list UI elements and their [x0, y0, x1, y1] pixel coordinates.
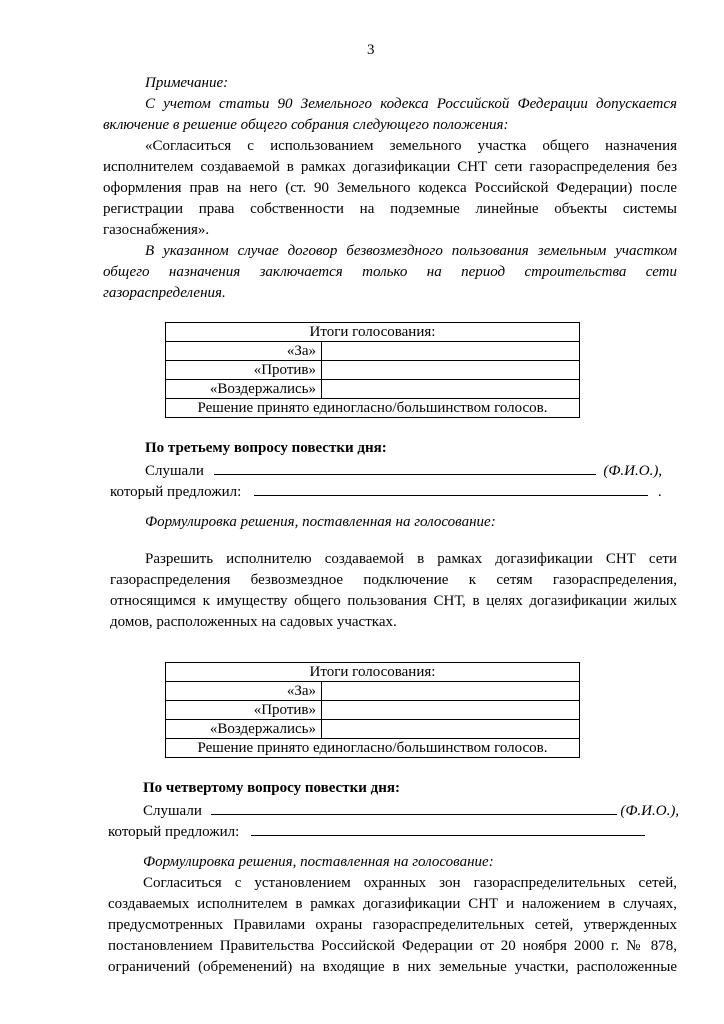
vote-results-table [165, 322, 580, 418]
q4-proposal-field[interactable] [251, 820, 645, 836]
q4-speaker-field[interactable] [211, 799, 617, 815]
vote-table-header: Итоги голосования: [166, 323, 580, 342]
q4-text-line: предусмотренных Правилами охраны газораспределительных сетей, утвержденных [108, 917, 677, 933]
note-case-line: общего назначения заключается только на период строительства сети [103, 264, 677, 280]
q3-speaker-field[interactable] [214, 459, 596, 475]
q4-formulation-label: Формулировка решения, поставленная на голосование: [143, 854, 494, 870]
q3-end-dot: . [657, 484, 662, 500]
q4-text-line: ограничений (обременений) на входящие в них земельные участки, расположенные [108, 959, 677, 975]
q3-proposed-row [110, 480, 662, 503]
q4-text-line: Согласиться с установлением охранных зон газораспределительных сетей, [143, 875, 677, 891]
vote-against-value[interactable] [322, 701, 580, 720]
q3-formulation-label: Формулировка решения, поставленная на голосование: [145, 514, 496, 530]
q3-heading: По третьему вопросу повестки дня: [145, 440, 387, 456]
vote-results-table [165, 662, 580, 758]
note-quote-line: газоснабжения». [103, 222, 210, 238]
q4-heard-label: Слушали [143, 803, 202, 819]
vote-table-header: Итоги голосования: [166, 663, 580, 682]
q3-text-line: относящимся к имуществу общего пользования СНТ, в целях догазификации жилых [110, 593, 677, 609]
q4-proposed-label: который предложил: [108, 824, 240, 840]
note-title: Примечание: [145, 75, 229, 91]
vote-for-label: «За» [166, 682, 322, 701]
note-quote-line: исполнителем создаваемой в рамках догазификации СНТ сети газораспределения без [103, 159, 677, 175]
q4-proposed-row [108, 820, 645, 843]
q3-text-line: Разрешить исполнителю создаваемой в рамках догазификации СНТ сети [145, 551, 677, 567]
page-number: 3 [367, 42, 375, 58]
q3-proposal-field[interactable] [254, 480, 648, 496]
q3-proposed-label: который предложил: [110, 484, 242, 500]
vote-against-value[interactable] [322, 361, 580, 380]
q4-heard-row [143, 799, 679, 822]
note-intro-line: включение в решение общего собрания следующего положения: [103, 117, 509, 133]
note-quote-line: «Согласиться с использованием земельного участка общего назначения [145, 138, 677, 154]
q3-heard-label: Слушали [145, 463, 204, 479]
vote-result-text: Решение принято единогласно/большинством голосов. [166, 739, 580, 758]
vote-abstain-label: «Воздержались» [166, 380, 322, 399]
vote-for-value[interactable] [322, 342, 580, 361]
q4-text-line: постановлением Правительства Российской Федерации от 20 ноября 2000 г. № 878, [108, 938, 677, 954]
vote-against-label: «Против» [166, 361, 322, 380]
vote-against-label: «Против» [166, 701, 322, 720]
q3-text-line: домов, расположенных на садовых участках. [110, 614, 397, 630]
note-case-line: газораспределения. [103, 285, 226, 301]
q4-heading: По четвертому вопросу повестки дня: [143, 780, 400, 796]
q3-text-line: газораспределения безвозмездное подключение к сетям газораспределения, [110, 572, 677, 588]
vote-abstain-value[interactable] [322, 720, 580, 739]
note-quote-line: оформления прав на него (ст. 90 Земельного кодекса Российской Федерации) после [103, 180, 677, 196]
vote-for-label: «За» [166, 342, 322, 361]
note-case-line: В указанном случае договор безвозмездного пользования земельным участком [145, 243, 677, 259]
vote-result-text: Решение принято единогласно/большинством голосов. [166, 399, 580, 418]
q4-text-line: создаваемых исполнителем в рамках догазификации СНТ и наложением в случаях, [108, 896, 677, 912]
vote-for-value[interactable] [322, 682, 580, 701]
vote-abstain-label: «Воздержались» [166, 720, 322, 739]
q3-fio-label: (Ф.И.О.), [603, 463, 663, 479]
q3-heard-row [145, 459, 662, 482]
note-quote-line: регистрации права собственности на подземные линейные объекты системы [103, 201, 677, 217]
vote-abstain-value[interactable] [322, 380, 580, 399]
note-intro-line: С учетом статьи 90 Земельного кодекса Российской Федерации допускается [145, 96, 677, 112]
q4-fio-label: (Ф.И.О.), [620, 803, 680, 819]
